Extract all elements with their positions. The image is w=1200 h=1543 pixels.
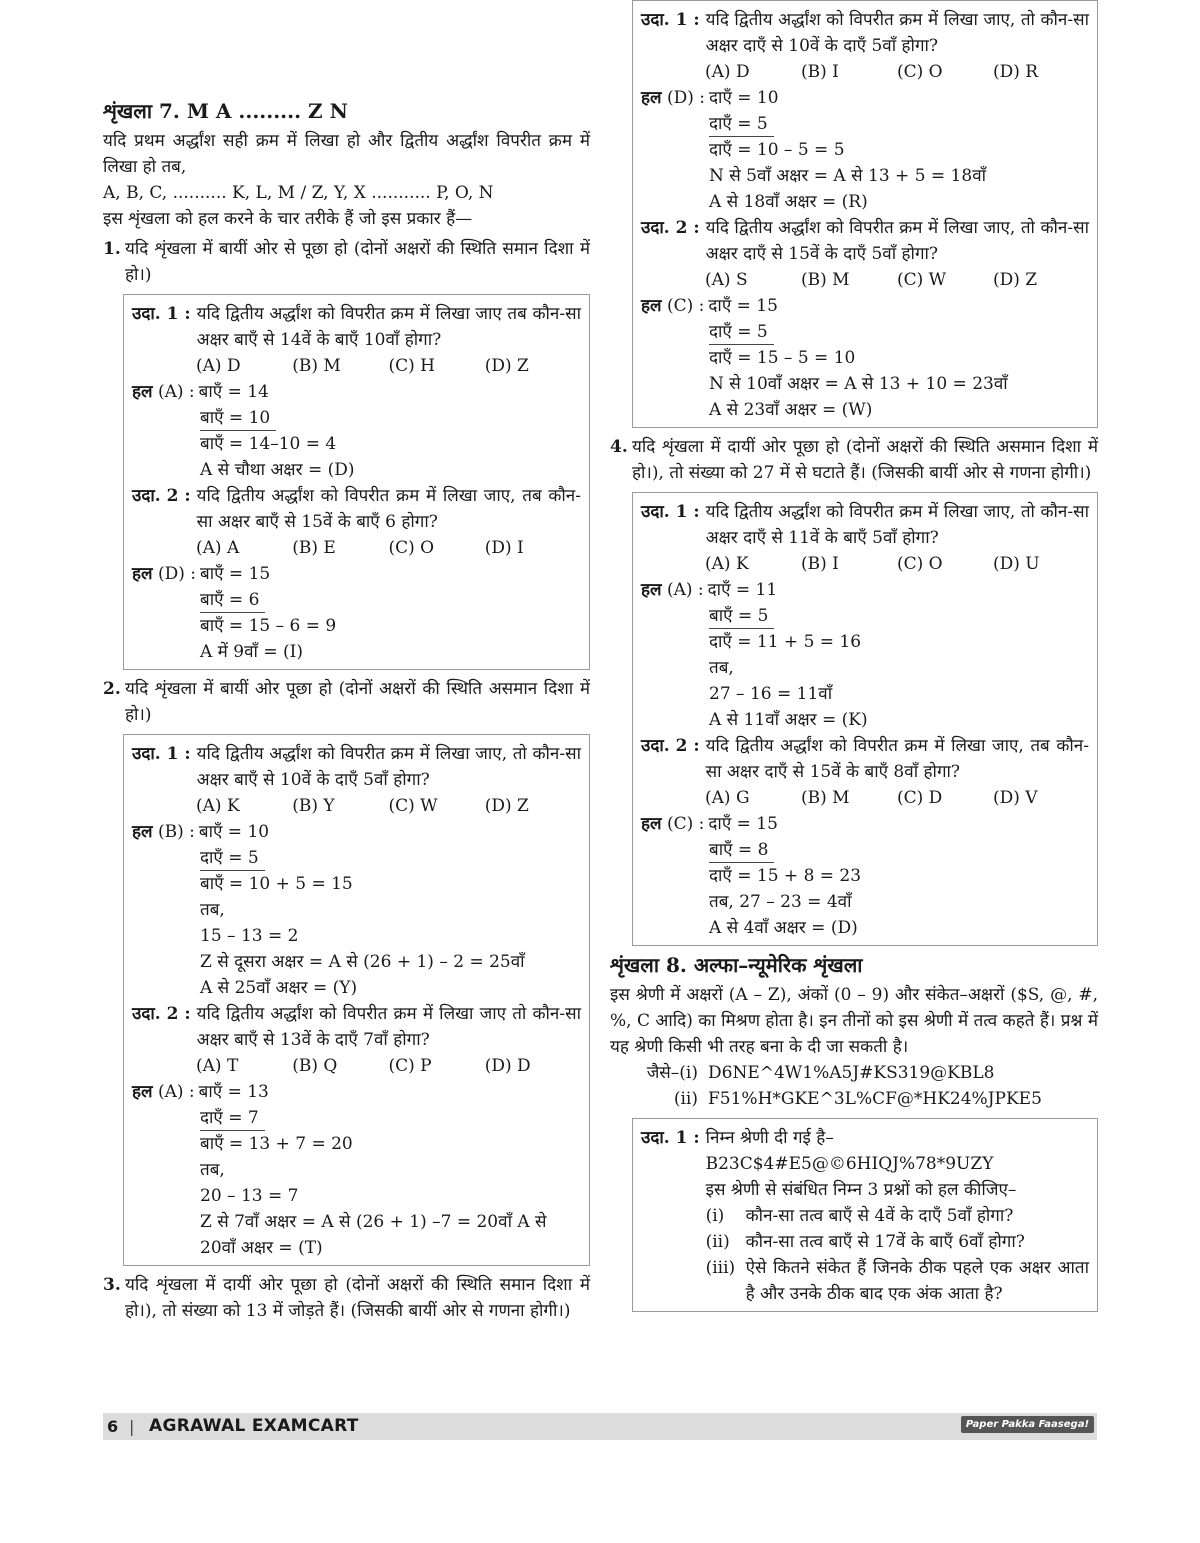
- intro-text: इस श्रेणी में अक्षरों (A – Z), अंकों (0 – 9) और संकेत–अक्षरों ($S, @, #, %, C आदि) का मिश्रण होता है। इन तीनों को इस श्रेणी में तत्व कहते हैं। प्रश्न में यह श्रेणी किसी भी तरह बना के दी जा सकती है।: [610, 985, 1098, 1057]
- example-series: (ii) F51%H*GKE^3L%CF@*HK24%JPKE5: [673, 1089, 1042, 1109]
- solution: हल (D) : दाएँ = 10: [641, 88, 779, 108]
- options: (A) D (B) I (C) O (D) R: [705, 62, 1039, 82]
- section-heading: शृंखला 7. M A ......... Z N: [103, 99, 348, 123]
- options: (A) T (B) Q (C) P (D) D: [196, 1056, 531, 1076]
- footer-separator: |: [129, 1417, 135, 1436]
- brand-name: AGRAWAL EXAMCART: [149, 1416, 359, 1436]
- page-number: 6: [107, 1417, 119, 1436]
- sub-question: (ii) कौन-सा तत्व बाएँ से 17वें के बाएँ 6वाँ होगा?: [705, 1232, 1025, 1252]
- solution: हल (A) : बाएँ = 14: [132, 382, 269, 402]
- right-column: [610, 10, 1098, 1318]
- question: उदा. 2 : यदि द्वितीय अर्द्धांश को विपरीत क्रम में लिखा जाए, तब कौन-सा अक्षर दाएँ से 15वें के बाएँ 8वाँ होगा?: [641, 736, 1089, 782]
- example-series: जैसे–(i) D6NE^4W1%A5J#KS319@KBL8: [646, 1063, 995, 1083]
- question: उदा. 1 : यदि द्वितीय अर्द्धांश को विपरीत क्रम में लिखा जाए, तो कौन-सा अक्षर दाएँ से 11वें के बाएँ 5वाँ होगा?: [641, 502, 1089, 548]
- options: (A) K (B) I (C) O (D) U: [705, 554, 1040, 574]
- method-3: 3. यदि शृंखला में दायीं ओर पूछा हो (दोनों अक्षरों की स्थिति समान दिशा में हो।), तो संख्या को 13 में जोड़ते हैं। (जिसकी बायीं ओर से गणना होगी।): [103, 1275, 590, 1321]
- solution: हल (C) : दाएँ = 15: [641, 814, 778, 834]
- method-1: 1. यदि शृंखला में बायीं ओर से पूछा हो (दोनों अक्षरों की स्थिति समान दिशा में हो।): [103, 239, 590, 285]
- example-box: उदा. 1 : यदि द्वितीय अर्द्धांश को विपरीत क्रम में लिखा जाए, तो कौन-सा अक्षर दाएँ से 11वें के बाएँ 5वाँ होगा? (A) K (B) I (C) O (D) U हल (A) : दाएँ = 11 बाएँ = 5 दाएँ = 11 + 5 = 16 तब, 27 – 16 = 11वाँ A से 11वाँ अक्षर = (K) उदा. 2 : यदि द्वितीय अर्द्धांश को विपरीत क्रम में लिखा जाए, तब कौन-सा अक्षर दाएँ से 15वें के बाएँ 8वाँ होगा? (A) G (B) M (C) D (D) V हल (C) : दाएँ = 15 बाएँ = 8 दाएँ = 15 + 8 = 23 तब, 27 – 23 = 4वाँ A से 4वाँ अक्षर = (D): [632, 492, 1098, 946]
- method-2: 2. यदि शृंखला में बायीं ओर पूछा हो (दोनों अक्षरों की स्थिति असमान दिशा में हो।): [103, 679, 590, 725]
- question: उदा. 1 : यदि द्वितीय अर्द्धांश को विपरीत क्रम में लिखा जाए तब कौन-सा अक्षर बाएँ से 14वें के बाएँ 10वाँ होगा?: [132, 304, 581, 350]
- options: (A) K (B) Y (C) W (D) Z: [196, 796, 529, 816]
- page-footer: [103, 1413, 1097, 1440]
- series-example: A, B, C, .......... K, L, M / Z, Y, X ........... P, O, N: [103, 183, 494, 203]
- intro-text: यदि प्रथम अर्द्धांश सही क्रम में लिखा हो और द्वितीय अर्द्धांश विपरीत क्रम में लिखा हो तब,: [103, 131, 590, 177]
- sub-question: (iii) ऐसे कितने संकेत हैं जिनके ठीक पहले एक अक्षर आता है और उनके ठीक बाद एक अंक आता है?: [705, 1258, 1089, 1304]
- question: उदा. 2 : यदि द्वितीय अर्द्धांश को विपरीत क्रम में लिखा जाए तो कौन-सा अक्षर बाएँ से 13वें के दाएँ 7वाँ होगा?: [132, 1004, 581, 1050]
- sub-question: (i) कौन-सा तत्व बाएँ से 4वें के दाएँ 5वाँ होगा?: [705, 1206, 1014, 1226]
- question: उदा. 2 : यदि द्वितीय अर्द्धांश को विपरीत क्रम में लिखा जाए, तब कौन-सा अक्षर बाएँ से 15वें के बाएँ 6 होगा?: [132, 486, 581, 532]
- question: उदा. 2 : यदि द्वितीय अर्द्धांश को विपरीत क्रम में लिखा जाए, तो कौन-सा अक्षर दाएँ से 15वें के दाएँ 5वाँ होगा?: [641, 218, 1089, 264]
- question: उदा. 1 : निम्न श्रेणी दी गई है– B23C$4#E5@©6HIQJ%78*9UZY इस श्रेणी से संबंधित निम्न 3 प्रश्नों को हल कीजिए– (i) कौन-सा तत्व बाएँ से 4वें के दाएँ 5वाँ होगा? (ii) कौन-सा तत्व बाएँ से 17वें के बाएँ 6वाँ होगा? (iii) ऐसे कितने संकेत हैं जिनके ठीक पहले एक अक्षर आता है और उनके ठीक बाद एक अंक आता है?: [641, 1125, 1089, 1307]
- example-box: उदा. 1 : यदि द्वितीय अर्द्धांश को विपरीत क्रम में लिखा जाए, तो कौन-सा अक्षर दाएँ से 10वें के दाएँ 5वाँ होगा? (A) D (B) I (C) O (D) R हल (D) : दाएँ = 10 दाएँ = 5 दाएँ = 10 – 5 = 5 N से 5वाँ अक्षर = A से 13 + 5 = 18वाँ A से 18वाँ अक्षर = (R) उदा. 2 : यदि द्वितीय अर्द्धांश को विपरीत क्रम में लिखा जाए, तो कौन-सा अक्षर दाएँ से 15वें के दाएँ 5वाँ होगा? (A) S (B) M (C) W (D) Z हल (C) : दाएँ = 15 दाएँ = 5 दाएँ = 15 – 5 = 10 N से 10वाँ अक्षर = A से 13 + 10 = 23वाँ A से 23वाँ अक्षर = (W): [632, 0, 1098, 428]
- example-box: [632, 1118, 1098, 1312]
- solution: हल (C) : दाएँ = 15: [641, 296, 778, 316]
- options: (A) A (B) E (C) O (D) I: [196, 538, 524, 558]
- intro-text: इस शृंखला को हल करने के चार तरीके हैं जो इस प्रकार हैं—: [103, 209, 473, 229]
- question: उदा. 1 : यदि द्वितीय अर्द्धांश को विपरीत क्रम में लिखा जाए, तो कौन-सा अक्षर बाएँ से 10वें के दाएँ 5वाँ होगा?: [132, 744, 581, 790]
- solution: हल (A) : दाएँ = 11: [641, 580, 778, 600]
- options: (A) S (B) M (C) W (D) Z: [705, 270, 1038, 290]
- brand-tagline: Paper Pakka Faasega!: [961, 1416, 1094, 1433]
- left-column: [103, 96, 590, 1324]
- question: उदा. 1 : यदि द्वितीय अर्द्धांश को विपरीत क्रम में लिखा जाए, तो कौन-सा अक्षर दाएँ से 10वें के दाएँ 5वाँ होगा?: [641, 10, 1089, 56]
- solution: हल (D) : बाएँ = 15: [132, 564, 271, 584]
- solution: हल (B) : बाएँ = 10: [132, 822, 270, 842]
- options: (A) G (B) M (C) D (D) V: [705, 788, 1038, 808]
- solution: हल (A) : बाएँ = 13: [132, 1082, 269, 1102]
- example-box: उदा. 1 : यदि द्वितीय अर्द्धांश को विपरीत क्रम में लिखा जाए, तो कौन-सा अक्षर बाएँ से 10वें के दाएँ 5वाँ होगा? (A) K (B) Y (C) W (D) Z हल (B) : बाएँ = 10 दाएँ = 5 बाएँ = 10 + 5 = 15 तब, 15 – 13 = 2 Z से दूसरा अक्षर = A से (26 + 1) – 2 = 25वाँ A से 25वाँ अक्षर = (Y) उदा. 2 : यदि द्वितीय अर्द्धांश को विपरीत क्रम में लिखा जाए तो कौन-सा अक्षर बाएँ से 13वें के दाएँ 7वाँ होगा? (A) T (B) Q (C) P (D) D हल (A) : बाएँ = 13 दाएँ = 7 बाएँ = 13 + 7 = 20 तब, 20 – 13 = 7 Z से 7वाँ अक्षर = A से (26 + 1) –7 = 20वाँ A से 20वाँ अक्षर = (T): [123, 734, 590, 1266]
- section-heading: शृंखला 8. अल्फा–न्यूमेरिक शृंखला: [610, 953, 863, 977]
- method-4: 4. यदि शृंखला में दायीं ओर पूछा हो (दोनों अक्षरों की स्थिति असमान दिशा में हो।), तो संख्या को 27 में से घटाते हैं। (जिसकी बायीं ओर से गणना होगी।): [610, 437, 1098, 483]
- options: (A) D (B) M (C) H (D) Z: [196, 356, 529, 376]
- example-box: उदा. 1 : यदि द्वितीय अर्द्धांश को विपरीत क्रम में लिखा जाए तब कौन-सा अक्षर बाएँ से 14वें के बाएँ 10वाँ होगा? (A) D (B) M (C) H (D) Z हल (A) : बाएँ = 14 बाएँ = 10 बाएँ = 14–10 = 4 A से चौथा अक्षर = (D) उदा. 2 : यदि द्वितीय अर्द्धांश को विपरीत क्रम में लिखा जाए, तब कौन-सा अक्षर बाएँ से 15वें के बाएँ 6 होगा? (A) A (B) E (C) O (D) I हल (D) : बाएँ = 15 बाएँ = 6 बाएँ = 15 – 6 = 9 A में 9वाँ = (I): [123, 294, 590, 670]
